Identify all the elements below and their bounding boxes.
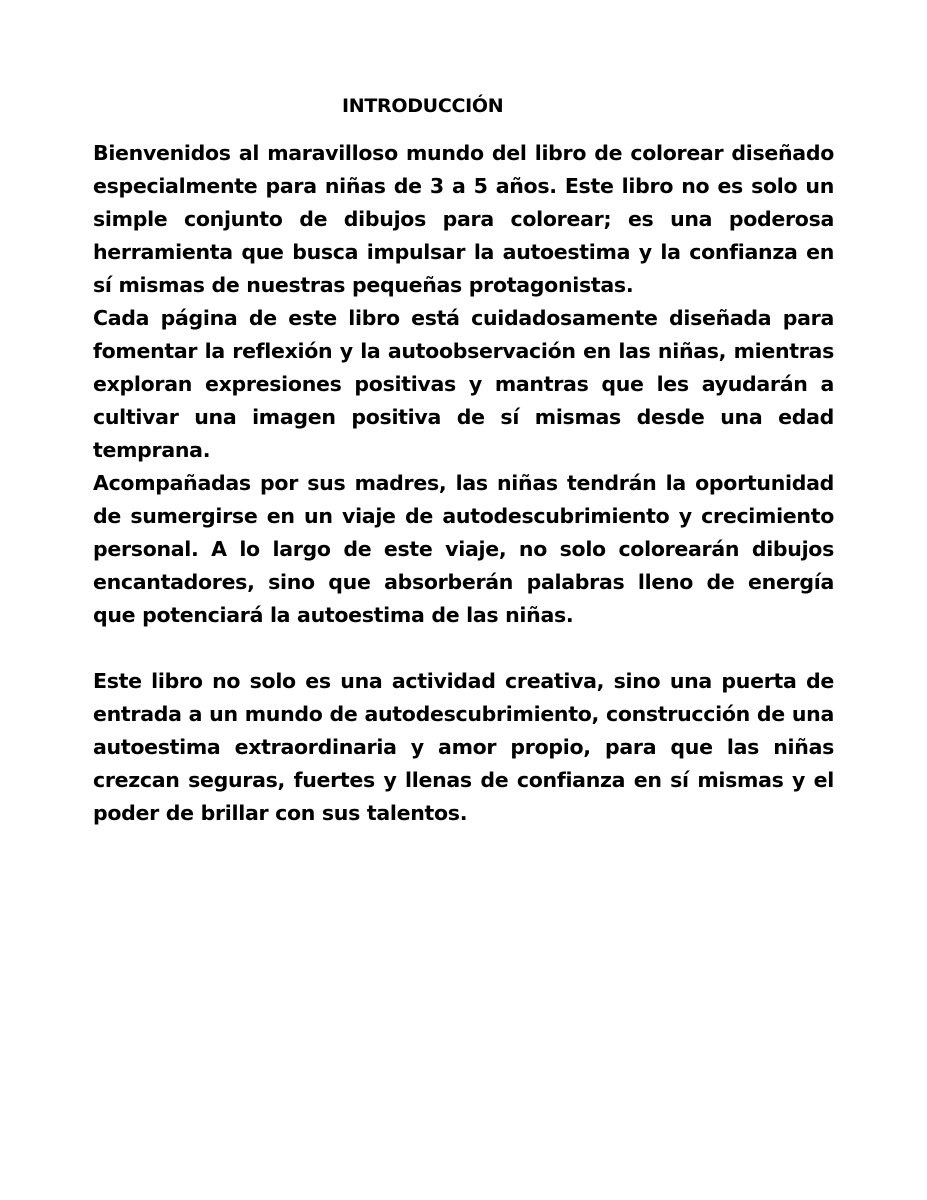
page-title: INTRODUCCIÓN <box>342 95 504 117</box>
body-text <box>93 137 834 830</box>
paragraph-page-design: Cada página de este libro está cuidadosamente diseñada para fomentar la reflexión y la autoobservación en las niñas, mientras exploran expresiones positivas y mantras que les ayudarán a cultivar una imagen positiva de sí mismas desde una edad temprana. <box>93 306 834 462</box>
paragraph-mothers: Acompañadas por sus madres, las niñas tendrán la oportunidad de sumergirse en un viaje de autodescubrimiento y crecimiento personal. A lo largo de este viaje, no solo colorearán dibujos encantadores, sino que absorberán palabras lleno de energía que potenciará la autoestima de las niñas. <box>93 471 834 627</box>
paragraph-welcome: Bienvenidos al maravilloso mundo del libro de colorear diseñado especialmente para niñas de 3 a 5 años. Este libro no es solo un simple conjunto de dibujos para colorear; es una poderosa herramienta que busca impulsar la autoestima y la confianza en sí mismas de nuestras pequeñas protagonistas. <box>93 141 834 297</box>
paragraph-conclusion: Este libro no solo es una actividad creativa, sino una puerta de entrada a un mundo de autodescubrimiento, construcción de una autoestima extraordinaria y amor propio, para que las niñas crezcan seguras, fuertes y llenas de confianza en sí mismas y el poder de brillar con sus talentos. <box>93 669 834 825</box>
